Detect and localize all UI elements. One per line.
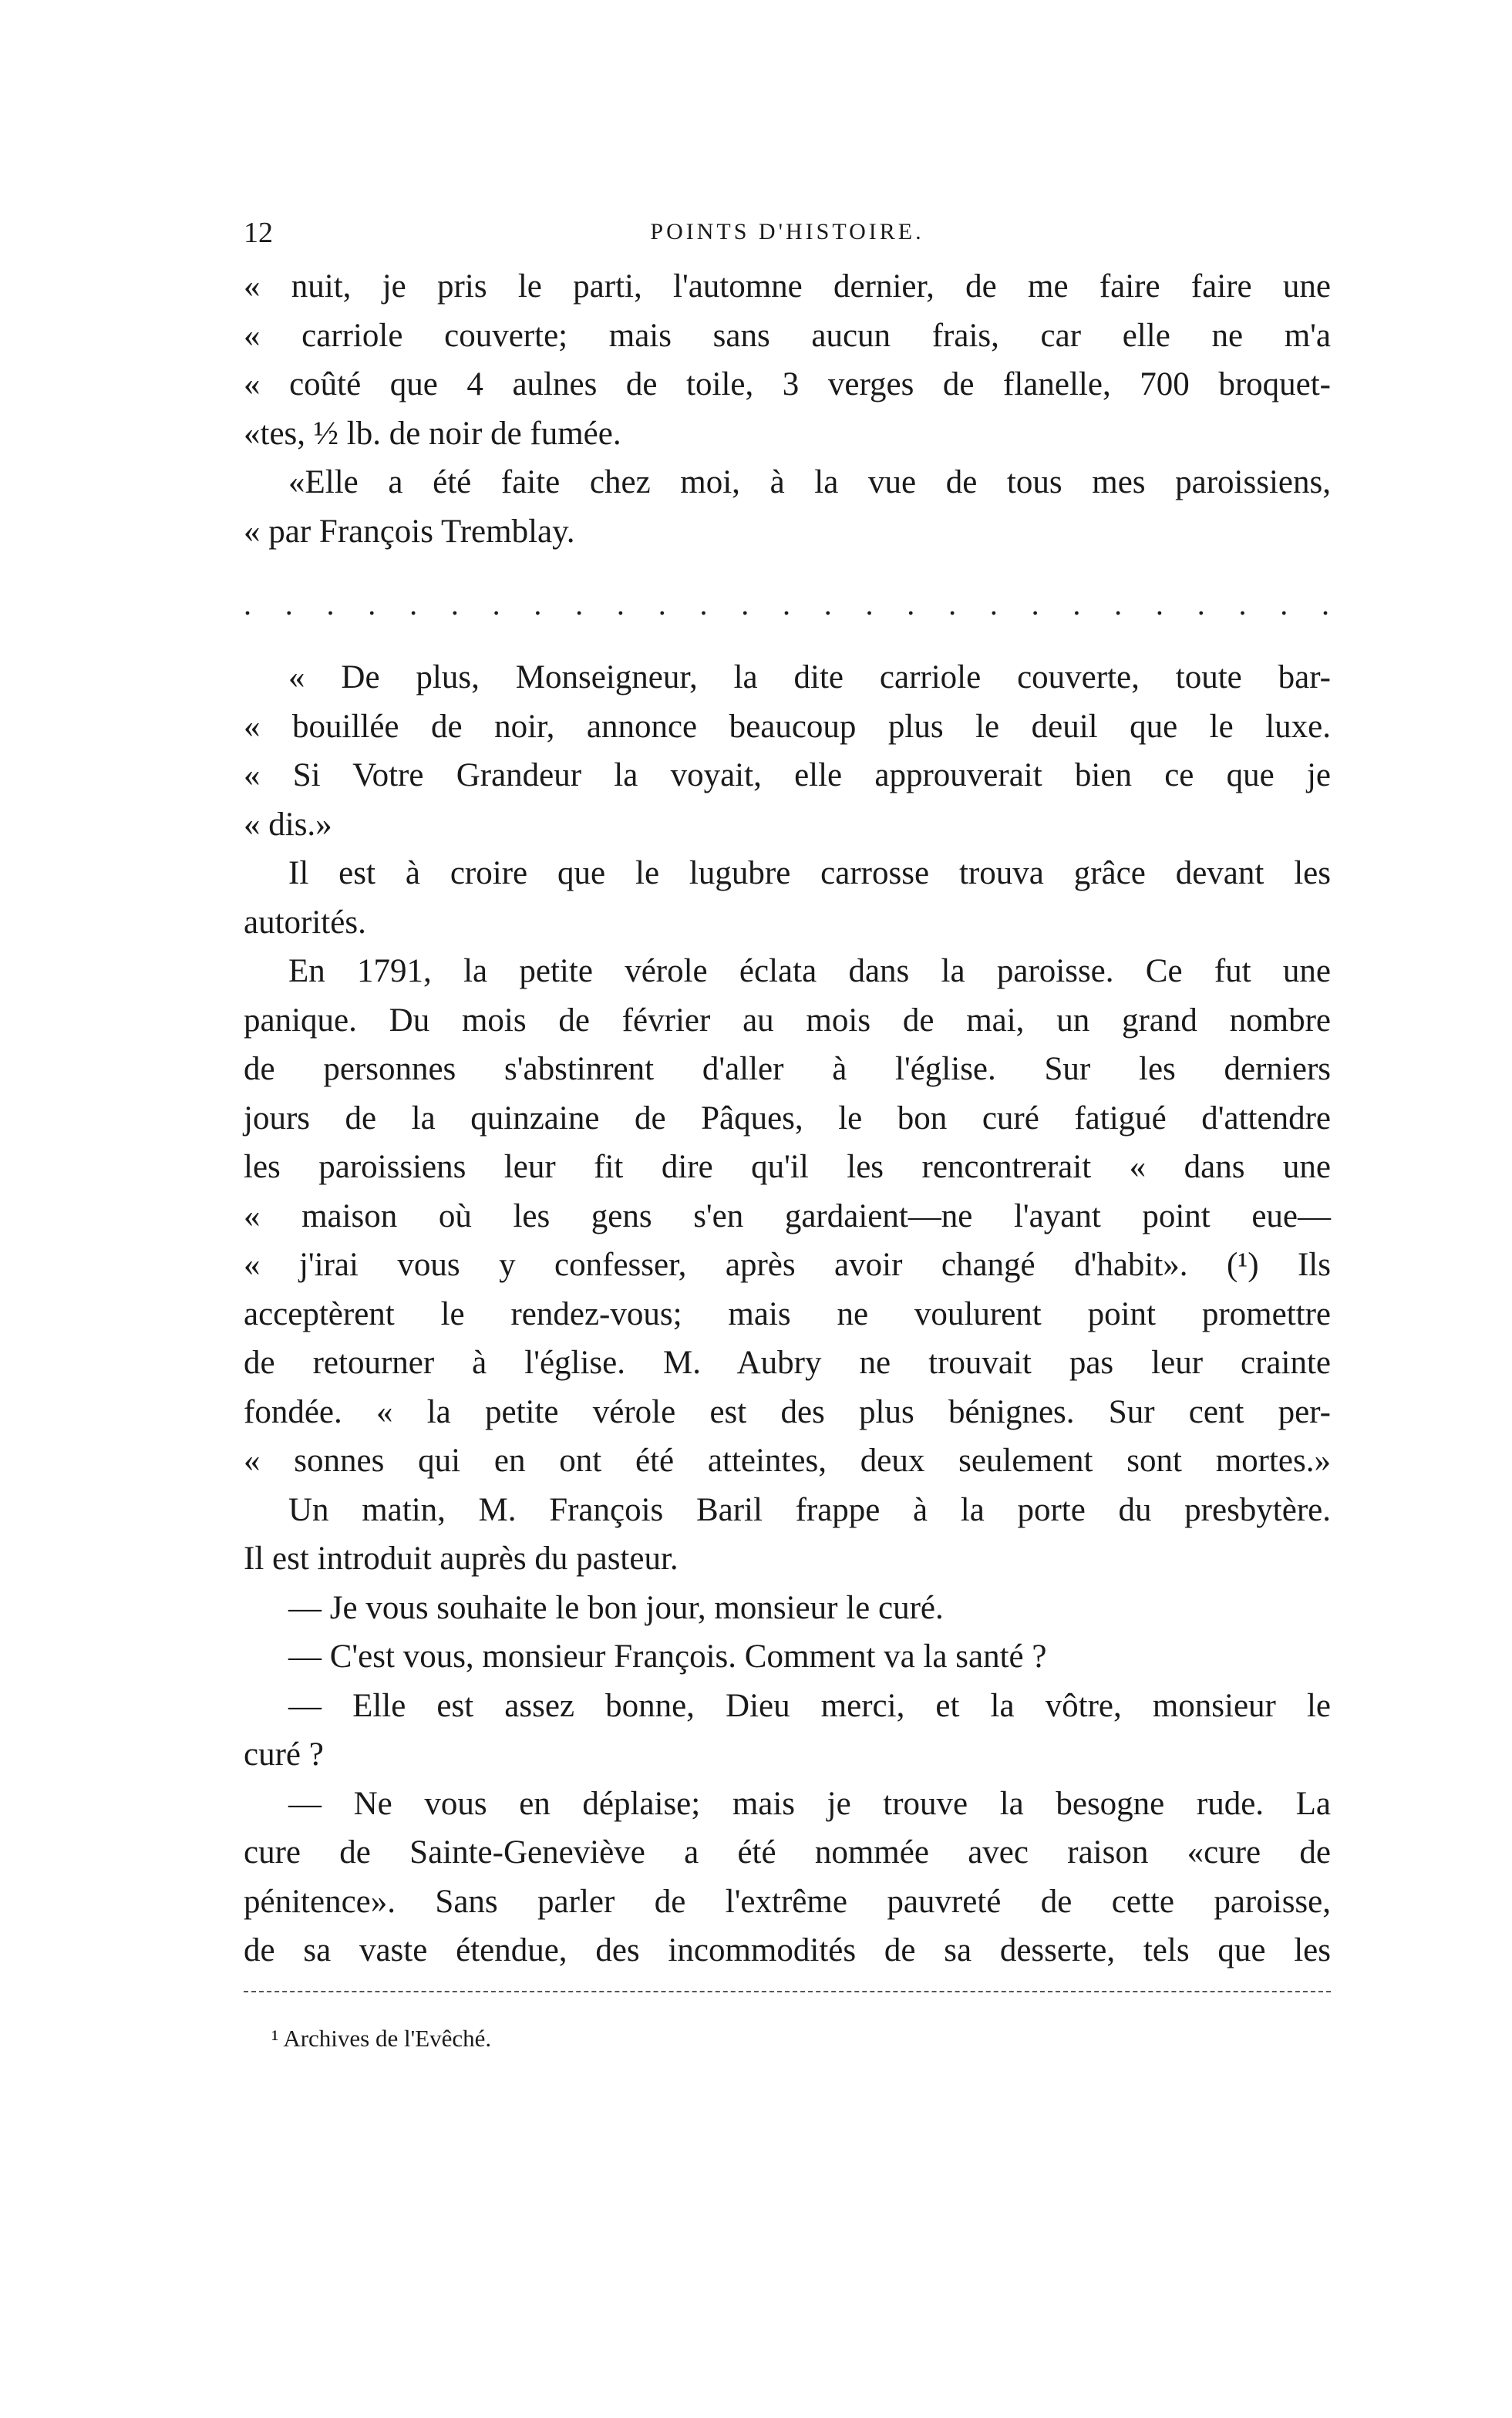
text-line: « carriole couverte; mais sans aucun frais, car elle ne m'a (244, 317, 1331, 354)
page-number: 12 (244, 217, 273, 249)
text-line: les paroissiens leur fit dire qu'il les rencontrerait « dans une (244, 1149, 1331, 1185)
text-line: « dis.» (244, 806, 332, 843)
text-block-letter (244, 262, 1331, 556)
text-line: de sa vaste étendue, des incommodités de sa desserte, tels que les (244, 1932, 1331, 1968)
text-block-main (244, 653, 1331, 1975)
page-header (244, 216, 1331, 262)
text-line: Il est à croire que le lugubre carrosse trouva grâce devant les (288, 855, 1331, 891)
text-line: cure de Sainte-Geneviève a été nommée avec raison «cure de (244, 1834, 1331, 1871)
text-line: « maison où les gens s'en gardaient—ne l'ayant point eue— (244, 1197, 1331, 1234)
text-line: de retourner à l'église. M. Aubry ne trouvait pas leur crainte (244, 1345, 1331, 1381)
text-line: « coûté que 4 aulnes de toile, 3 verges de flanelle, 700 broquet- (244, 366, 1331, 402)
text-line: pénitence». Sans parler de l'extrême pauvreté de cette paroisse, (244, 1883, 1331, 1920)
text-line: curé ? (244, 1736, 324, 1773)
page (244, 216, 1331, 2054)
text-line: « j'irai vous y confesser, après avoir changé d'habit». (¹) Ils (244, 1247, 1331, 1283)
text-line: « bouillée de noir, annonce beaucoup plus le deuil que le luxe. (244, 708, 1331, 745)
text-line: En 1791, la petite vérole éclata dans la paroisse. Ce fut une (288, 953, 1331, 989)
footnote-rule (244, 1991, 1331, 1992)
text-line: de personnes s'abstinrent d'aller à l'église. Sur les derniers (244, 1051, 1331, 1087)
text-line: « sonnes qui en ont été atteintes, deux seulement sont mortes.» (244, 1443, 1331, 1479)
text-line: «Elle a été faite chez moi, à la vue de tous mes paroissiens, (288, 464, 1331, 500)
text-line: « Si Votre Grandeur la voyait, elle approuverait bien ce que je (244, 757, 1331, 793)
ellipsis-row: . . . . . . . . . . . . . . . . . . . . . . . . . . . (244, 587, 1331, 621)
footnote: ¹ Archives de l'Evêché. (271, 2024, 492, 2052)
text-line: autorités. (244, 904, 366, 941)
text-line: fondée. « la petite vérole est des plus bénignes. Sur cent per- (244, 1393, 1331, 1430)
text-line: — Ne vous en déplaise; mais je trouve la besogne rude. La (288, 1785, 1331, 1822)
text-line: jours de la quinzaine de Pâques, le bon curé fatigué d'attendre (244, 1100, 1331, 1137)
text-line: « nuit, je pris le parti, l'automne dernier, de me faire faire une (244, 268, 1331, 305)
text-line: «tes, ½ lb. de noir de fumée. (244, 415, 621, 452)
text-line: — Je vous souhaite le bon jour, monsieur le curé. (288, 1589, 944, 1626)
body-text (244, 262, 1331, 1975)
text-line: — Elle est assez bonne, Dieu merci, et la vôtre, monsieur le (288, 1687, 1331, 1724)
running-title: POINTS D'HISTOIRE. (650, 219, 924, 244)
text-line: panique. Du mois de février au mois de mai, un grand nombre (244, 1002, 1331, 1039)
text-line: « par François Tremblay. (244, 513, 575, 550)
text-line: — C'est vous, monsieur François. Comment va la santé ? (288, 1638, 1047, 1675)
text-line: « De plus, Monseigneur, la dite carriole couverte, toute bar- (288, 659, 1331, 695)
text-line: Un matin, M. François Baril frappe à la porte du presbytère. (288, 1491, 1331, 1528)
text-line: Il est introduit auprès du pasteur. (244, 1541, 679, 1577)
text-line: acceptèrent le rendez-vous; mais ne voulurent point promettre (244, 1295, 1331, 1332)
